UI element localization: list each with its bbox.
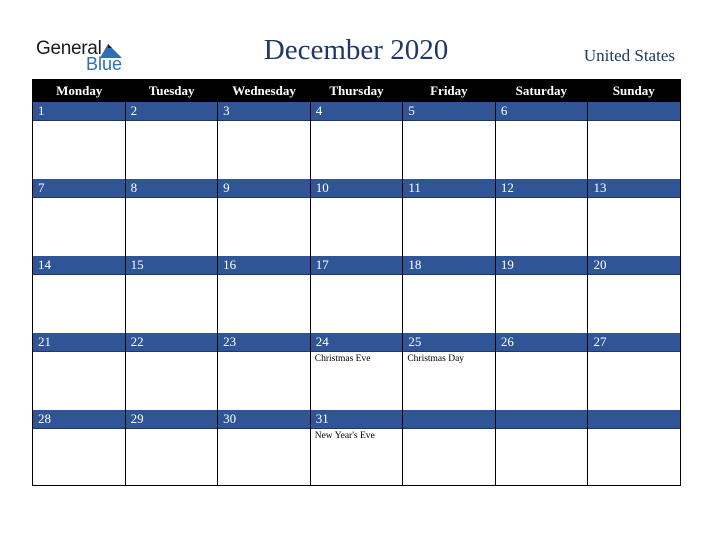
day-number: 2 (126, 102, 218, 121)
holiday-label (311, 121, 403, 123)
holiday-label (126, 352, 218, 354)
day-number: 25 (403, 333, 495, 352)
day-cell (125, 333, 218, 410)
weekday-friday: Friday (430, 83, 468, 98)
day-number: 16 (218, 256, 310, 275)
day-cell (402, 102, 495, 179)
weekday-header (33, 79, 680, 102)
weekday-tuesday: Tuesday (148, 83, 195, 98)
holiday-label (33, 275, 125, 277)
weekday-monday: Monday (56, 83, 103, 98)
day-number: 8 (126, 179, 218, 198)
page-title: December 2020 (263, 34, 449, 66)
day-number (588, 102, 680, 121)
holiday-label (496, 275, 588, 277)
day-number: 31 (311, 410, 403, 429)
day-cell (402, 410, 495, 486)
day-cell (310, 410, 403, 486)
day-number: 26 (496, 333, 588, 352)
day-cell (217, 256, 310, 333)
day-number: 29 (126, 410, 218, 429)
day-cell (587, 410, 680, 486)
day-cell (402, 256, 495, 333)
day-number: 27 (588, 333, 680, 352)
day-cell (310, 256, 403, 333)
day-cell (33, 102, 125, 179)
day-cell (217, 179, 310, 256)
day-cell (217, 102, 310, 179)
day-cell (587, 256, 680, 333)
holiday-label (588, 121, 680, 123)
day-number: 15 (126, 256, 218, 275)
day-number (496, 410, 588, 429)
day-number: 13 (588, 179, 680, 198)
day-number: 5 (403, 102, 495, 121)
day-cell (495, 410, 588, 486)
day-number: 10 (311, 179, 403, 198)
holiday-label (311, 275, 403, 277)
holiday-label (588, 198, 680, 200)
holiday-label (496, 121, 588, 123)
holiday-label (496, 429, 588, 431)
holiday-label (218, 429, 310, 431)
holiday-label (496, 352, 588, 354)
day-cell (33, 179, 125, 256)
day-number: 24 (311, 333, 403, 352)
holiday-label (403, 275, 495, 277)
holiday-label (496, 198, 588, 200)
weekday-thursday: Thursday (329, 83, 384, 98)
day-number: 30 (218, 410, 310, 429)
holiday-label (218, 198, 310, 200)
day-number: 1 (33, 102, 125, 121)
week-row (33, 256, 680, 333)
holiday-label (403, 198, 495, 200)
holiday-label: Christmas Eve (314, 354, 371, 364)
day-number: 18 (403, 256, 495, 275)
calendar-weeks (33, 102, 680, 486)
holiday-label (588, 429, 680, 431)
holiday-label (218, 275, 310, 277)
day-cell (33, 256, 125, 333)
holiday-label: New Year's Eve (314, 431, 375, 441)
day-number: 19 (496, 256, 588, 275)
weekday-saturday: Saturday (515, 83, 567, 98)
day-cell (125, 102, 218, 179)
day-cell (402, 333, 495, 410)
day-number: 20 (588, 256, 680, 275)
day-number: 4 (311, 102, 403, 121)
calendar-grid (32, 79, 681, 486)
holiday-label (33, 429, 125, 431)
day-number: 17 (311, 256, 403, 275)
holiday-label: Christmas Day (407, 354, 465, 364)
day-cell (217, 410, 310, 486)
holiday-label (126, 275, 218, 277)
day-cell (125, 410, 218, 486)
holiday-label (403, 121, 495, 123)
logo-text-blue: Blue (86, 54, 123, 74)
day-cell (495, 333, 588, 410)
day-cell (33, 333, 125, 410)
day-number: 3 (218, 102, 310, 121)
week-row (33, 410, 680, 486)
logo-text-general: General (36, 38, 102, 59)
day-number: 12 (496, 179, 588, 198)
holiday-label (126, 429, 218, 431)
day-cell (587, 333, 680, 410)
day-cell (217, 333, 310, 410)
day-cell (587, 102, 680, 179)
weekday-wednesday: Wednesday (232, 83, 296, 98)
day-cell (310, 333, 403, 410)
day-number: 7 (33, 179, 125, 198)
holiday-label (33, 352, 125, 354)
day-cell (33, 410, 125, 486)
day-number: 9 (218, 179, 310, 198)
day-cell (587, 179, 680, 256)
day-number (588, 410, 680, 429)
day-cell (125, 179, 218, 256)
day-number: 6 (496, 102, 588, 121)
day-cell (495, 179, 588, 256)
holiday-label (218, 121, 310, 123)
day-number (403, 410, 495, 429)
holiday-label (126, 121, 218, 123)
week-row (33, 333, 680, 410)
day-number: 11 (403, 179, 495, 198)
day-number: 23 (218, 333, 310, 352)
week-row (33, 102, 680, 179)
holiday-label (588, 352, 680, 354)
holiday-label (403, 429, 495, 431)
holiday-label (311, 198, 403, 200)
day-cell (495, 256, 588, 333)
day-cell (310, 179, 403, 256)
day-number: 21 (33, 333, 125, 352)
holiday-label (33, 198, 125, 200)
holiday-label (126, 198, 218, 200)
day-cell (310, 102, 403, 179)
day-number: 14 (33, 256, 125, 275)
day-number: 22 (126, 333, 218, 352)
holiday-label (588, 275, 680, 277)
weekday-sunday: Sunday (612, 83, 655, 98)
day-number: 28 (33, 410, 125, 429)
week-row (33, 179, 680, 256)
country-label: United States (583, 46, 675, 65)
holiday-label (33, 121, 125, 123)
holiday-label (218, 352, 310, 354)
day-cell (402, 179, 495, 256)
day-cell (495, 102, 588, 179)
day-cell (125, 256, 218, 333)
